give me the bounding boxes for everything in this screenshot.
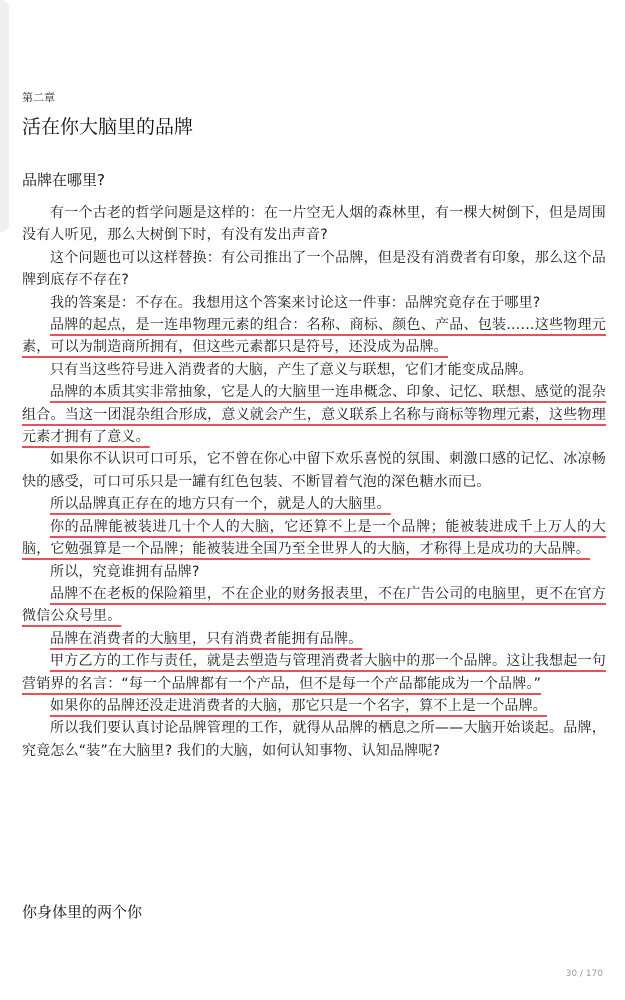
paragraph [22,650,606,695]
paragraph-text: 所以我们要认真讨论品牌管理的工作，就得从品牌的栖息之所——大脑开始谈起。品牌，究竟怎么“装”在大脑里? 我们的大脑，如何认知事物、认知品牌呢? [22,720,606,759]
reader-edge-tab[interactable] [0,0,9,232]
paragraph [22,583,606,628]
paragraph-text: 品牌的本质其实非常抽象，它是人的大脑里一连串概念、印象、记忆、联想、感觉的混杂组合。当这一团混杂组合形成，意义就会产生，意义联系上名称与商标等物理元素，这些物理元素才拥有了意义。 [22,384,606,446]
paragraph [22,247,606,292]
page-number: 30 / 170 [565,969,603,979]
paragraph-text: 有一个古老的哲学问题是这样的：在一片空无人烟的森林里，有一棵大树倒下，但是周围没有人听见，那么大树倒下时，有没有发出声音? [22,205,606,244]
paragraph [22,695,606,717]
section-heading: 品牌在哪里? [22,171,105,189]
paragraph-text: 品牌在消费者的大脑里，只有消费者能拥有品牌。 [50,630,363,647]
chapter-label: 第二章 [22,91,55,104]
paragraph-text: 所以，究竟谁拥有品牌? [50,563,200,580]
paragraph [22,292,606,314]
paragraph [22,516,606,561]
chapter-body [22,202,606,762]
paragraph [22,314,606,359]
paragraph-text: 品牌不在老板的保险箱里，不在企业的财务报表里，不在广告公司的电脑里，更不在官方微信公众号里。 [22,585,606,625]
paragraph [22,448,606,493]
paragraph [22,561,606,583]
paragraph-text: 如果你的品牌还没走进消费者的大脑，那它只是一个名字，算不上是一个品牌。 [50,697,547,714]
paragraph-text: 这个问题也可以这样替换：有公司推出了一个品牌，但是没有消费者有印象，那么这个品牌到底存不存在? [22,249,606,289]
paragraph [22,717,606,762]
paragraph-text: 你的品牌能被装进几十个人的大脑，它还算不上是一个品牌；能被装进成千上万人的大脑，它勉强算是一个品牌；能被装进全国乃至全世界人的大脑，才称得上是成功的大品牌。 [22,518,606,558]
paragraph-text: 如果你不认识可口可乐，它不曾在你心中留下欢乐喜悦的氛围、刺激口感的记忆、冰凉畅快的感受，可口可乐只是一罐有红色包装、不断冒着气泡的深色糖水而已。 [22,451,606,490]
paragraph [22,628,606,650]
paragraph-text: 只有当这些符号进入消费者的大脑，产生了意义与联想，它们才能变成品牌。 [50,361,533,378]
chapter-title: 活在你大脑里的品牌 [22,116,194,138]
paragraph-text: 甲方乙方的工作与责任，就是去塑造与管理消费者大脑中的那一个品牌。这让我想起一句营销界的名言：“每一个品牌都有一个产品，但不是每一个产品都能成为一个品牌。” [22,653,606,692]
paragraph [22,493,606,515]
section-heading: 你身体里的两个你 [22,903,143,921]
paragraph [22,359,606,381]
paragraph-text: 所以品牌真正存在的地方只有一个，就是人的大脑里。 [50,496,391,513]
paragraph [22,381,606,448]
paragraph-text: 品牌的起点，是一连串物理元素的组合：名称、商标、颜色、产品、包装……这些物理元素，可以为制造商所拥有，但这些元素都只是符号，还没成为品牌。 [22,317,606,356]
paragraph [22,202,606,247]
paragraph-text: 我的答案是：不存在。我想用这个答案来讨论这一件事：品牌究竟存在于哪里? [50,294,541,311]
